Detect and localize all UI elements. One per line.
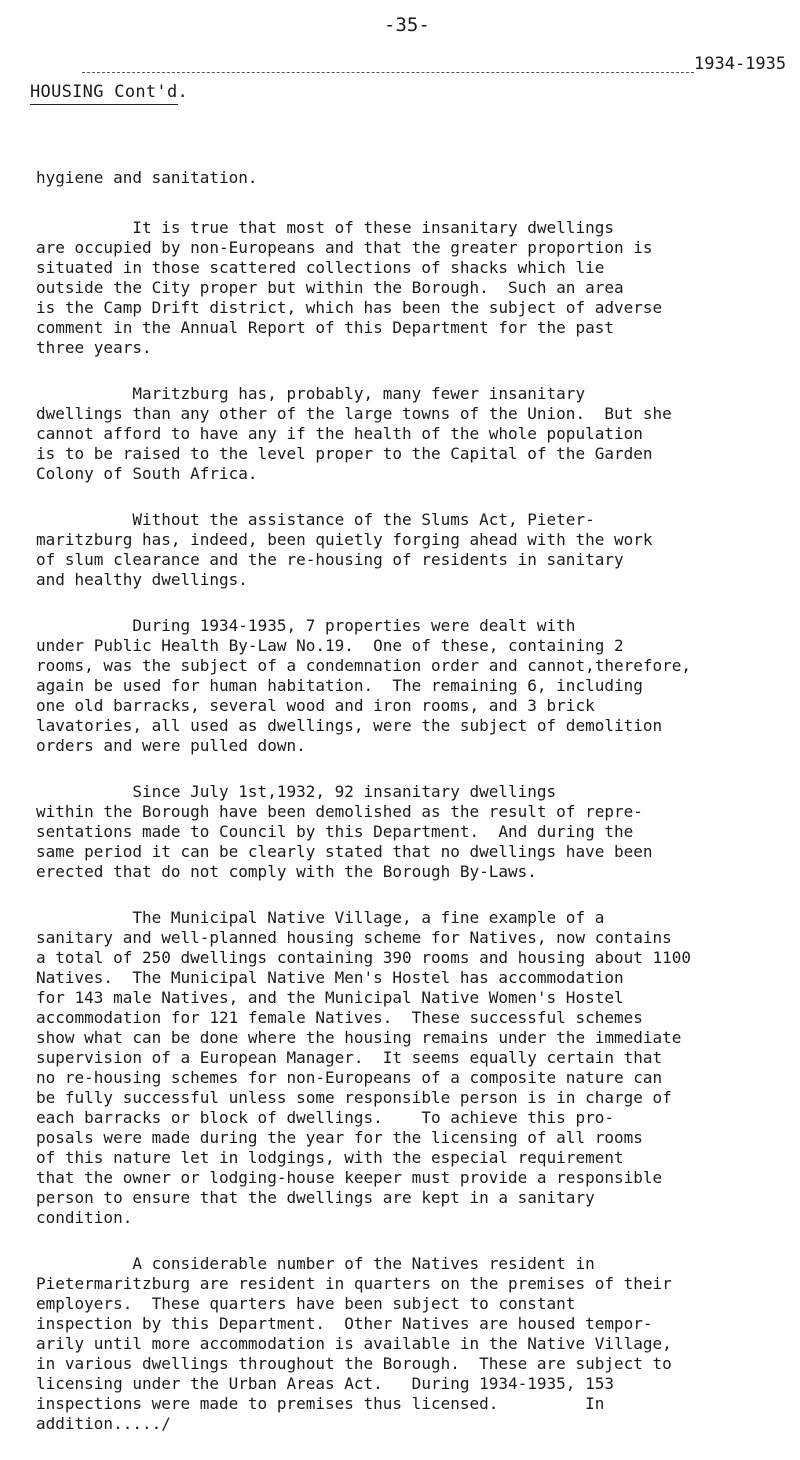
text-line: within the Borough have been demolished as the result of repre- — [36, 802, 643, 821]
text-line: for 143 male Natives, and the Municipal Native Women's Hostel — [36, 988, 624, 1007]
text-line: each barracks or block of dwellings. To achieve this pro- — [36, 1108, 614, 1127]
text-line: situated in those scattered collections of shacks which lie — [36, 258, 605, 277]
text-line: show what can be done where the housing remains under the immediate — [36, 1028, 682, 1047]
text-line: Natives. The Municipal Native Men's Hostel has accommodation — [36, 968, 624, 987]
text-line: and healthy dwellings. — [36, 570, 248, 589]
text-line: The Municipal Native Village, a fine example of a — [36, 908, 605, 927]
text-line: Since July 1st,1932, 92 insanitary dwellings — [36, 782, 557, 801]
text-line: licensing under the Urban Areas Act. During 1934-1935, 153 — [36, 1374, 614, 1393]
text-line: a total of 250 dwellings containing 390 rooms and housing about 1100 — [36, 948, 692, 967]
text-line: accommodation for 121 female Natives. These successful schemes — [36, 1008, 643, 1027]
text-line: is the Camp Drift district, which has been the subject of adverse — [36, 298, 663, 317]
text-line: under Public Health By-Law No.19. One of these, containing 2 — [36, 636, 624, 655]
text-line: person to ensure that the dwellings are kept in a sanitary — [36, 1188, 595, 1207]
paragraph — [36, 782, 788, 882]
text-line: condition. — [36, 1208, 133, 1227]
paragraph — [36, 1254, 788, 1434]
text-line: comment in the Annual Report of this Department for the past — [36, 318, 614, 337]
header-rule — [82, 72, 694, 73]
text-line: Without the assistance of the Slums Act, Pieter- — [36, 510, 595, 529]
text-line: posals were made during the year for the licensing of all rooms — [36, 1128, 643, 1147]
text-line: are occupied by non-Europeans and that the greater proportion is — [36, 238, 653, 257]
year-range: 1934-1935 — [694, 54, 787, 74]
text-line: again be used for human habitation. The remaining 6, including — [36, 676, 643, 695]
document-body — [36, 168, 788, 1460]
text-line: three years. — [36, 338, 152, 357]
text-line: hygiene and sanitation. — [36, 168, 258, 187]
text-line: same period it can be clearly stated that no dwellings have been — [36, 842, 653, 861]
section-title: HOUSING Cont'd. — [30, 82, 189, 102]
page-number: -35- — [384, 14, 430, 36]
text-line: dwellings than any other of the large towns of the Union. But she — [36, 404, 672, 423]
text-line: During 1934-1935, 7 properties were dealt with — [36, 616, 576, 635]
paragraph — [36, 384, 788, 484]
paragraph — [36, 510, 788, 590]
text-line: outside the City proper but within the Borough. Such an area — [36, 278, 624, 297]
text-line: inspections were made to premises thus licensed. In — [36, 1394, 605, 1413]
text-line: lavatories, all used as dwellings, were the subject of demolition — [36, 716, 663, 735]
text-line: inspection by this Department. Other Natives are housed tempor- — [36, 1314, 653, 1333]
text-line: no re-housing schemes for non-Europeans of a composite nature can — [36, 1068, 663, 1087]
text-line: cannot afford to have any if the health of the whole population — [36, 424, 643, 443]
paragraph — [36, 218, 788, 358]
text-line: that the owner or lodging-house keeper must provide a responsible — [36, 1168, 663, 1187]
text-line: Pietermaritzburg are resident in quarters on the premises of their — [36, 1274, 672, 1293]
text-line: addition...../ — [36, 1414, 171, 1433]
text-line: rooms, was the subject of a condemnation order and cannot,therefore, — [36, 656, 692, 675]
text-line: Maritzburg has, probably, many fewer insanitary — [36, 384, 586, 403]
text-line: sentations made to Council by this Department. And during the — [36, 822, 634, 841]
page-header — [0, 14, 800, 74]
paragraph — [36, 168, 788, 188]
text-line: Colony of South Africa. — [36, 464, 258, 483]
text-line: is to be raised to the level proper to the Capital of the Garden — [36, 444, 653, 463]
paragraph — [36, 908, 788, 1228]
text-line: one old barracks, several wood and iron rooms, and 3 brick — [36, 696, 595, 715]
text-line: supervision of a European Manager. It seems equally certain that — [36, 1048, 663, 1067]
text-line: It is true that most of these insanitary dwellings — [36, 218, 614, 237]
text-line: be fully successful unless some responsible person is in charge of — [36, 1088, 672, 1107]
paragraph — [36, 616, 788, 756]
text-line: in various dwellings throughout the Borough. These are subject to — [36, 1354, 672, 1373]
text-line: erected that do not comply with the Borough By-Laws. — [36, 862, 537, 881]
text-line: arily until more accommodation is available in the Native Village, — [36, 1334, 672, 1353]
text-line: of this nature let in lodgings, with the especial requirement — [36, 1148, 624, 1167]
text-line: orders and were pulled down. — [36, 736, 306, 755]
text-line: maritzburg has, indeed, been quietly forging ahead with the work — [36, 530, 653, 549]
text-line: A considerable number of the Natives resident in — [36, 1254, 595, 1273]
text-line: sanitary and well-planned housing scheme for Natives, now contains — [36, 928, 672, 947]
text-line: employers. These quarters have been subject to constant — [36, 1294, 576, 1313]
text-line: of slum clearance and the re-housing of residents in sanitary — [36, 550, 624, 569]
